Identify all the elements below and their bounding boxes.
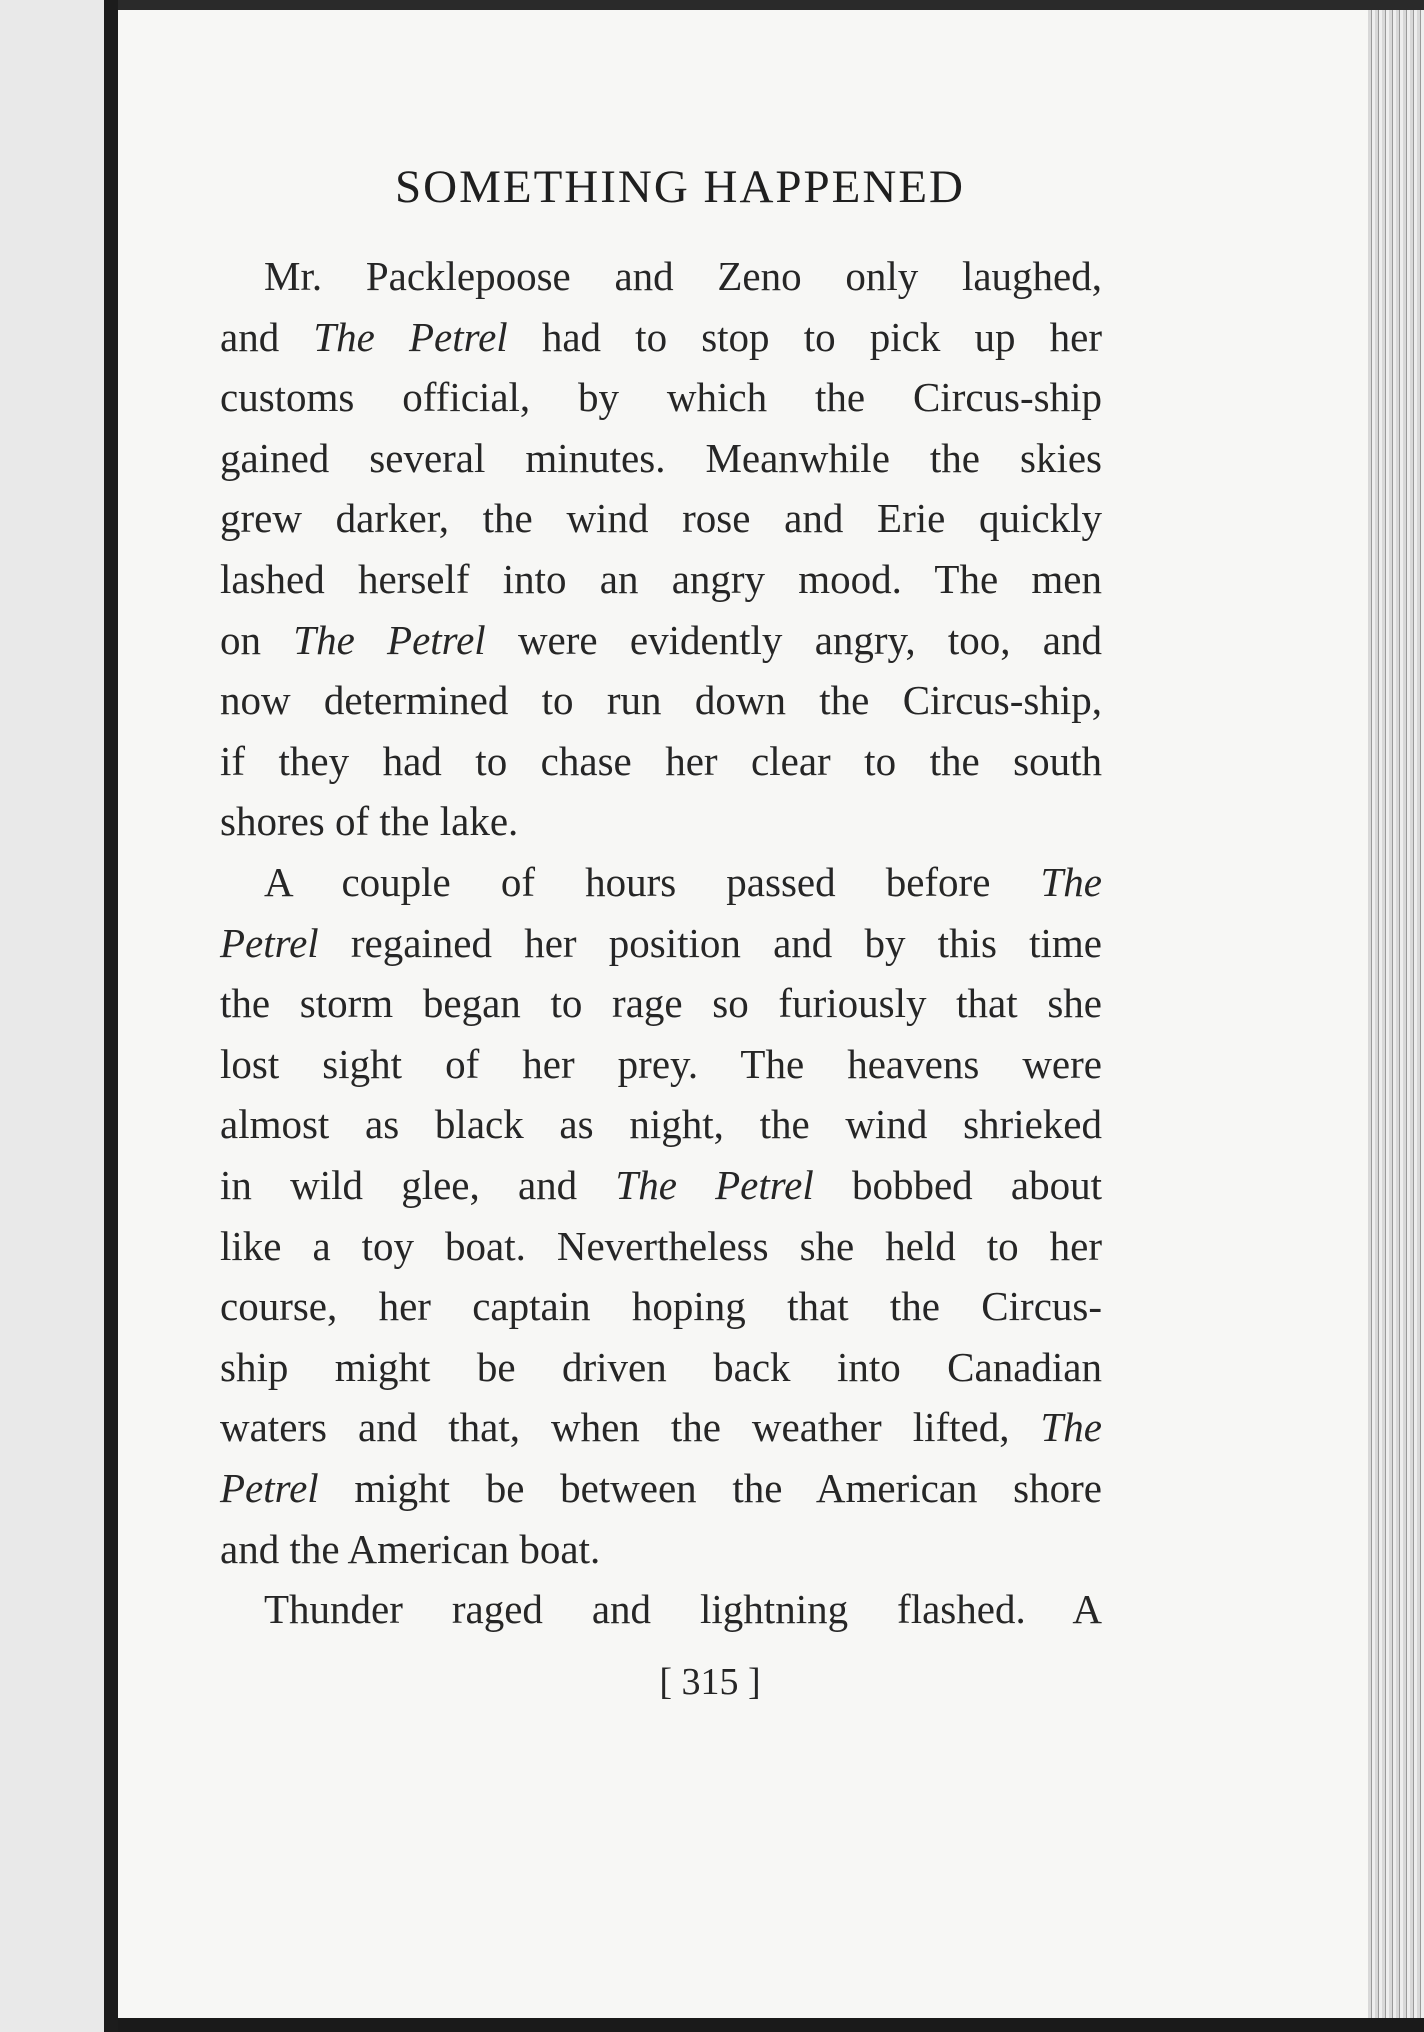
text-run: shores of the lake. <box>220 798 519 845</box>
text-run: lashed herself into an angry mood. The men <box>220 556 1102 602</box>
text-line <box>220 672 1102 728</box>
text-run: regained her position and by this time <box>318 919 1102 966</box>
text-run: in wild glee, and <box>220 1162 616 1208</box>
text-run: ship might be driven back into Canadian <box>220 1343 1102 1390</box>
text-run: almost as black as night, the wind shrieked <box>220 1101 1102 1148</box>
text-line <box>264 854 1102 910</box>
text-run: gained several minutes. Meanwhile the skies <box>220 434 1102 481</box>
ship-name: Petrel <box>220 919 319 966</box>
text-run: grew darker, the wind rose and Erie quickly <box>220 495 1102 542</box>
text-line <box>220 975 1102 1031</box>
text-run: Mr. Packlepoose and Zeno only laughed, <box>264 253 1102 299</box>
text-run: A couple of hours passed before <box>264 859 1041 905</box>
text-line <box>220 733 1102 789</box>
text-run: the storm began to rage so furiously that she <box>220 980 1102 1027</box>
text-run: and <box>220 313 314 360</box>
ship-name: The <box>1040 859 1102 905</box>
text-line <box>220 1460 1102 1516</box>
text-run: waters and that, when the weather lifted, <box>220 1404 1041 1451</box>
text-run: now determined to run down the Circus-ship, <box>220 677 1102 724</box>
ship-name: The Petrel <box>293 616 486 663</box>
text-run: bobbed about <box>813 1162 1102 1208</box>
text-line <box>220 430 1102 486</box>
text-run: Thunder raged and lightning flashed. A <box>264 1586 1102 1633</box>
text-line <box>220 793 1102 849</box>
text-line <box>264 1581 1102 1637</box>
text-line <box>220 1036 1102 1092</box>
text-line <box>220 1278 1102 1334</box>
ship-name: Petrel <box>220 1465 319 1511</box>
text-line <box>220 490 1102 546</box>
text-run: lost sight of her prey. The heavens were <box>220 1040 1102 1087</box>
text-run: customs official, by which the Circus-ship <box>220 374 1102 421</box>
text-run: were evidently angry, too, and <box>485 616 1102 663</box>
text-run: course, her captain hoping that the Circus- <box>220 1283 1102 1330</box>
text-line <box>220 612 1102 668</box>
text-run: had to stop to pick up her <box>507 313 1102 360</box>
text-line <box>220 915 1102 971</box>
text-line <box>220 309 1102 365</box>
text-run: might be between the American shore <box>318 1465 1102 1511</box>
text-run: and the American boat. <box>220 1525 601 1572</box>
text-line <box>220 551 1102 607</box>
top-shadow <box>118 0 1424 10</box>
ship-name: The <box>1040 1404 1102 1451</box>
bottom-shadow <box>118 2018 1424 2032</box>
running-head: SOMETHING HAPPENED <box>395 161 965 213</box>
text-run: like a toy boat. Nevertheless she held to her <box>220 1222 1102 1269</box>
page-number: [ 315 ] <box>659 1661 761 1703</box>
text-run: on <box>220 616 294 663</box>
page-stack-edges <box>1368 10 1424 2022</box>
ship-name: The Petrel <box>615 1162 814 1208</box>
text-line <box>220 369 1102 425</box>
facing-page-edge <box>0 0 104 2032</box>
text-line <box>220 1096 1102 1152</box>
text-line <box>220 1157 1102 1213</box>
text-line <box>264 248 1102 304</box>
text-line <box>220 1339 1102 1395</box>
book-gutter <box>104 0 118 2032</box>
text-run: if they had to chase her clear to the south <box>220 737 1102 784</box>
text-line <box>220 1218 1102 1274</box>
text-line <box>220 1521 1102 1577</box>
text-line <box>220 1399 1102 1455</box>
ship-name: The Petrel <box>313 313 508 360</box>
